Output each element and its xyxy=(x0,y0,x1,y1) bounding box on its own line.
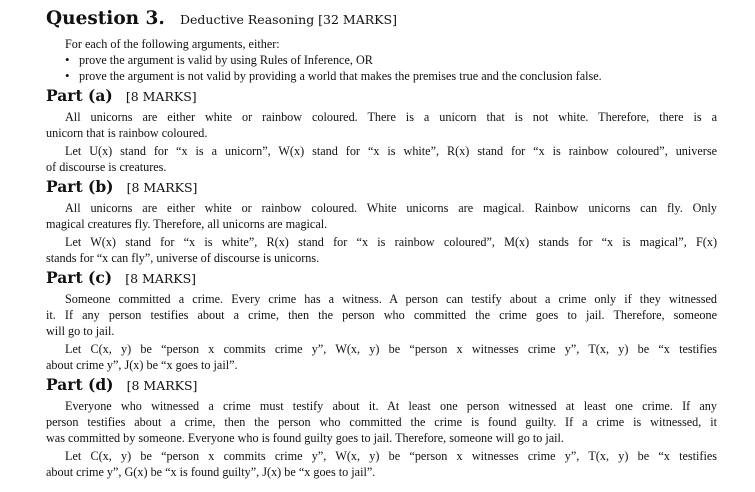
part-a-argument-line: All unicorns are either white or rainbow coloured. There is a unicorn that is not white. Therefore, there is a xyxy=(65,110,717,124)
question-subtitle: Deductive Reasoning [32 MARKS] xyxy=(179,12,397,27)
intro-bullet xyxy=(65,52,373,68)
intro-bullet-text: prove the argument is not valid by providing a world that makes the premises true and the conclusion false. xyxy=(79,69,602,83)
part-c-heading xyxy=(46,268,196,287)
part-c-argument-line: will go to jail. xyxy=(46,324,115,338)
part-title: Part (b) xyxy=(46,177,114,196)
part-d-argument-line: person testifies about a crime, then the person who committed the crime is found guilty. If a crime is witnessed, it xyxy=(46,415,717,429)
part-b-heading xyxy=(46,177,197,196)
part-marks: [8 MARKS] xyxy=(126,378,198,393)
intro-lead: For each of the following arguments, either: xyxy=(65,37,280,51)
part-c-predicates-line: about crime y”, J(x) be “x goes to jail”. xyxy=(46,358,238,372)
part-a-heading xyxy=(46,86,197,105)
question-title: Question 3. xyxy=(46,8,165,29)
part-c-argument-line: Someone committed a crime. Every crime has a witness. A person can testify about a crime only if they witnessed xyxy=(65,292,717,306)
part-marks: [8 MARKS] xyxy=(125,89,197,104)
intro-bullet xyxy=(65,68,602,84)
part-d-argument-line: Everyone who witnessed a crime must testify about it. At least one person witnessed at least one crime. If any xyxy=(65,399,717,413)
part-b-predicates-line: Let W(x) stand for “x is white”, R(x) stand for “x is rainbow coloured”, M(x) stands for “x is magical”, F(x) xyxy=(65,235,717,249)
part-marks: [8 MARKS] xyxy=(126,180,198,195)
part-a-predicates-line: Let U(x) stand for “x is a unicorn”, W(x) stand for “x is white”, R(x) stand for “x is rainbow coloured”, universe xyxy=(65,144,717,158)
part-title: Part (a) xyxy=(46,86,113,105)
part-c-predicates-line: Let C(x, y) be “person x commits crime y”, W(x, y) be “person x witnesses crime y”, T(x, y) be “x testifies xyxy=(65,342,717,356)
intro-bullet-text: prove the argument is valid by using Rules of Inference, OR xyxy=(79,53,373,67)
part-marks: [8 MARKS] xyxy=(125,271,197,286)
part-b-argument-line: magical creatures fly. Therefore, all unicorns are magical. xyxy=(46,217,328,231)
part-d-argument-line: was committed by someone. Everyone who is found guilty goes to jail. Therefore, someone will go to jail. xyxy=(46,431,564,445)
bullet-glyph: • xyxy=(65,52,70,67)
part-a-argument-line: unicorn that is rainbow coloured. xyxy=(46,126,208,140)
part-c-argument-line: it. If any person testifies about a crime, then the person who committed the crime goes to jail. Therefore, someone xyxy=(46,308,717,322)
part-d-predicates-line: Let C(x, y) be “person x commits crime y”, W(x, y) be “person x witnesses crime y”, T(x, y) be “x testifies xyxy=(65,449,717,463)
part-a-predicates-line: of discourse is creatures. xyxy=(46,160,167,174)
part-d-predicates-line: about crime y”, G(x) be “x is found guilty”, J(x) be “x goes to jail”. xyxy=(46,465,376,479)
bullet-glyph: • xyxy=(65,68,70,83)
part-title: Part (c) xyxy=(46,268,113,287)
part-title: Part (d) xyxy=(46,375,114,394)
question-heading xyxy=(46,8,397,29)
part-b-argument-line: All unicorns are either white or rainbow coloured. White unicorns are magical. Rainbow unicorns can fly. Only xyxy=(65,201,717,215)
part-b-predicates-line: stands for “x can fly”, universe of discourse is unicorns. xyxy=(46,251,320,265)
part-d-heading xyxy=(46,375,197,394)
